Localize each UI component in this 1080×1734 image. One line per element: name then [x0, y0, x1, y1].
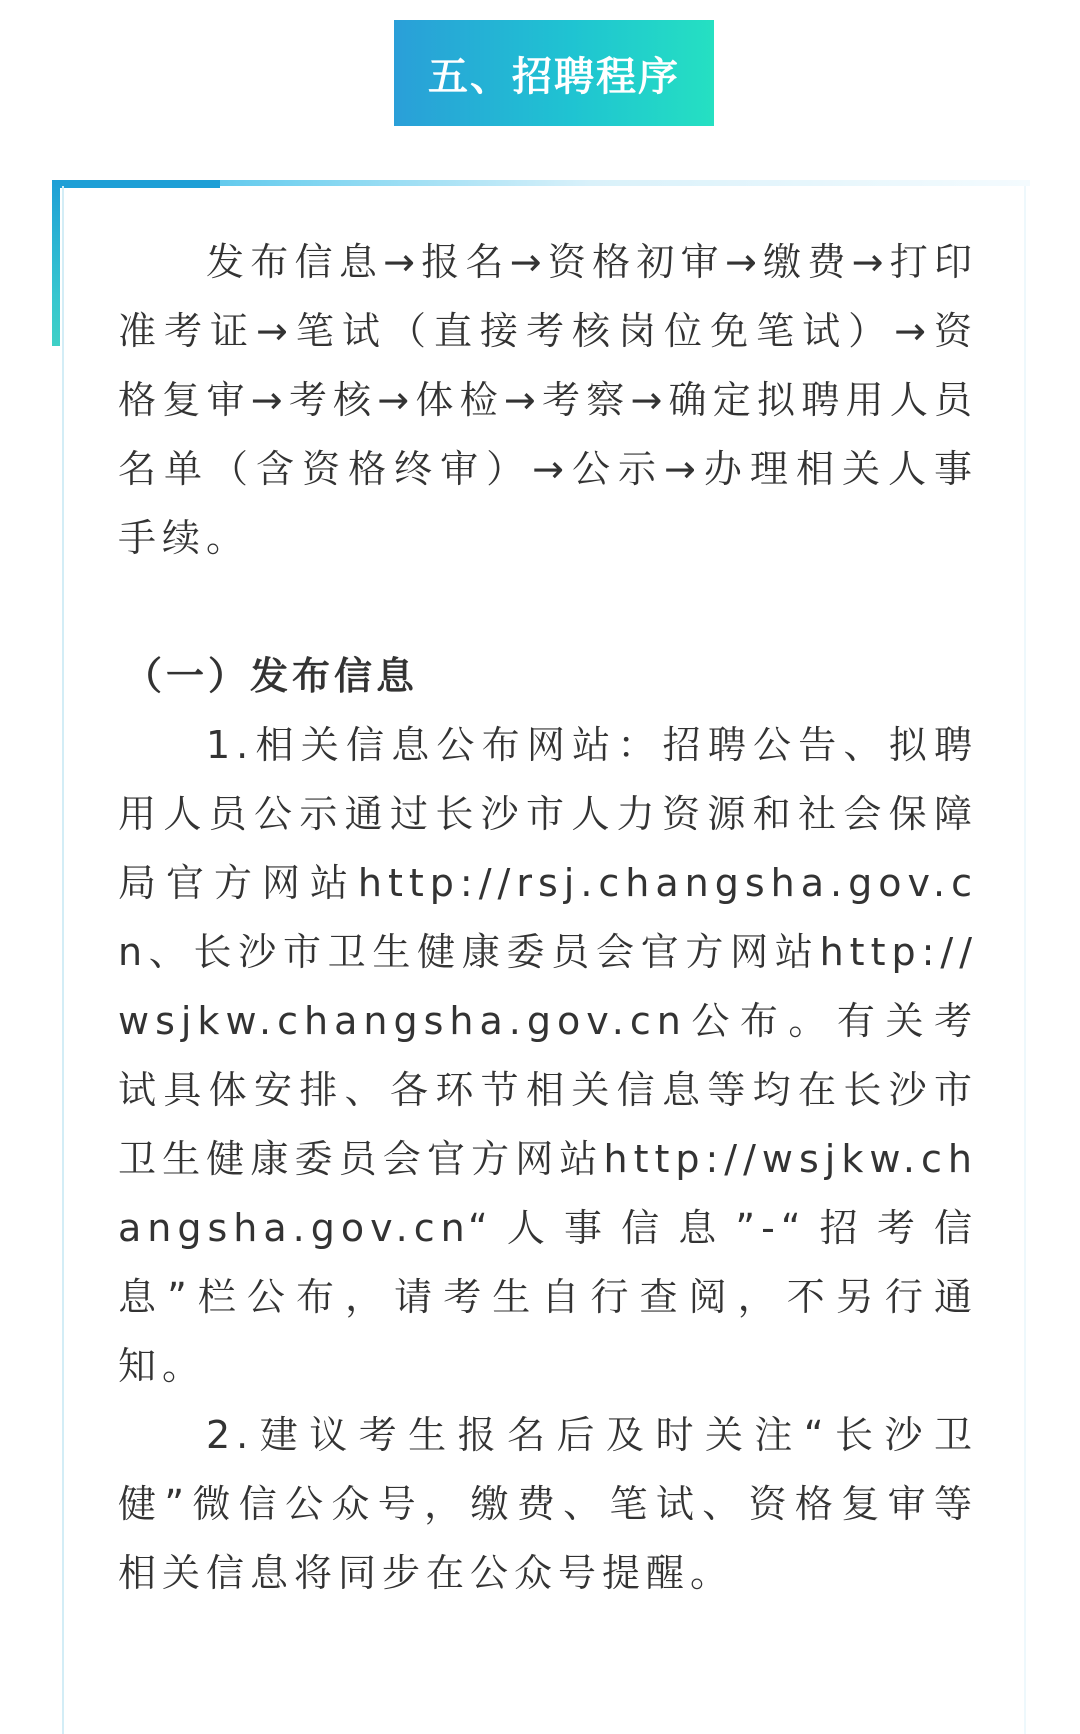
info-paragraph-2: 2.建议考生报名后及时关注“长沙卫健”微信公众号，缴费、笔试、资格复审等相关信息将同步在公众号提醒。	[118, 1413, 978, 1595]
subsection-heading: （一）发布信息	[124, 654, 419, 698]
content-frame-right-border	[1024, 186, 1026, 1734]
section-title-banner	[394, 20, 714, 126]
procedure-paragraph: 发布信息→报名→资格初审→缴费→打印准考证→笔试（直接考核岗位免笔试）→资格复审→考核→体检→考察→确定拟聘用人员名单（含资格终审）→公示→办理相关人事手续。	[118, 240, 978, 560]
info-paragraph-1: 1.相关信息公布网站：招聘公告、拟聘用人员公示通过长沙市人力资源和社会保障局官方网站http://rsj.changsha.gov.cn、长沙市卫生健康委员会官方网站http://wsjkw.changsha.gov.cn公布。有关考试具体安排、各环节相关信息等均在长沙市卫生健康委员会官方网站http://wsjkw.changsha.gov.cn“人事信息”-“招考信息”栏公布，请考生自行查阅，不另行通知。	[118, 723, 978, 1388]
content-frame-top-accent	[52, 180, 220, 188]
article-content	[118, 228, 978, 1608]
content-frame-left-accent	[52, 180, 60, 346]
paragraph-gap	[118, 573, 978, 642]
section-title: 五、招聘程序	[428, 53, 680, 100]
content-frame-left-border	[62, 186, 64, 1734]
